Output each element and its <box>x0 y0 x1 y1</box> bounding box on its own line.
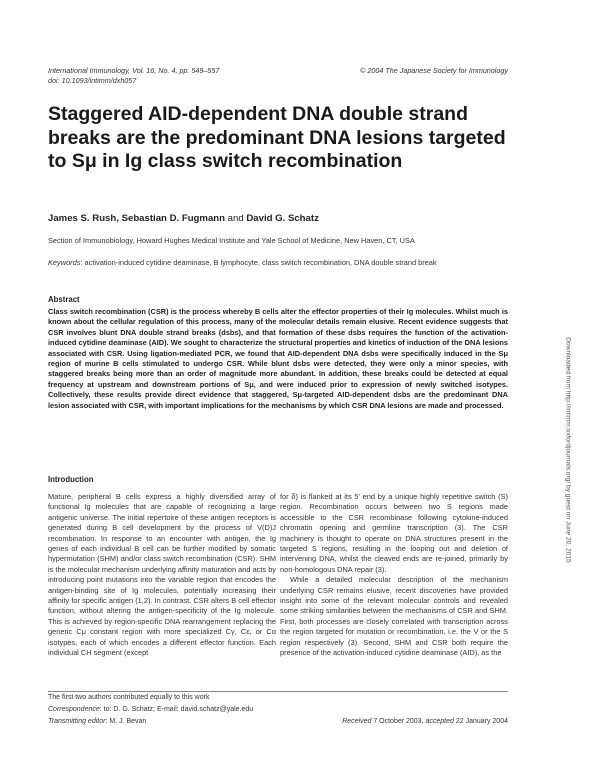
keywords-text: : activation-induced cytidine deaminase, B lymphocyte, class switch recombination, DNA double strand break <box>80 258 437 267</box>
affiliation: Section of Immunobiology, Howard Hughes Medical Institute and Yale School of Medicine, New Haven, CT, USA <box>48 236 415 245</box>
editor-text: : M. J. Bevan <box>105 718 147 725</box>
authors-conjunction: and <box>227 213 244 224</box>
intro-paragraph: Mature, peripheral B cells express a highly diversified array of functional Ig molecules that are capable of recognizing a large antigenic universe. The initial repertoire of these antigen receptors is generated during B cell development by the process of V(D)J recombination. In response to an encounter with antigen, the Ig genes of each individual B cell can be further modified by somatic hypermutation (SHM) and/or class switch recombination (CSR). SHM is the molecular mechanism underlying affinity maturation and acts by introducing point mutations into the variable region that encodes the antigen-binding site of Ig molecules, potentially increasing their affinity for specific antigen (1,2). In contrast, CSR alters B cell effector function, without altering the antigen-specificity of the Ig molecule. This is achieved by region-specific DNA rearrangement replacing the generic Cμ constant region with more specialized Cγ, Cε, or Cα isotypes, each of which encodes a different effector function. Each individual CH segment (except <box>48 492 276 658</box>
article-title: Staggered AID-dependent DNA double strand breaks are the predominant DNA lesions targeted to Sμ in Ig class switch recombination <box>48 103 506 172</box>
footnote-correspondence <box>48 706 253 713</box>
introduction-heading: Introduction <box>48 475 94 484</box>
footnote-equal-contribution: The first two authors contributed equally to this work <box>48 694 210 701</box>
intro-paragraph-continued: for δ) is flanked at its 5′ end by a unique highly repetitive switch (S) region. Recombination occurs between two S regions made accessible to the CSR recombinase following cytokine-induced chromatin opening and germline transcription (3). The CSR machinery is thought to operate on DNA structures present in the targeted S regions, resulting in the looping out and deletion of intervening DNA, whilst the cleaved ends are re-joined, primarily by non-homologous DNA repair (3). <box>280 492 508 574</box>
authors-last: David G. Schatz <box>246 213 319 224</box>
doi[interactable]: doi: 10.1093/intimm/dxh057 <box>48 76 137 85</box>
journal-citation: International Immunology, Vol. 16, No. 4, pp. 549–557 <box>48 66 220 75</box>
received-accepted-dates <box>342 718 508 725</box>
editor-label: Transmitting editor <box>48 718 106 725</box>
intro-paragraph-2: While a detailed molecular description of the mechanism underlying CSR remains elusive, recent discoveries have provided insight into some of the relevant molecular controls and revealed some striking similarities between the mechanisms of CSR and SHM. First, both processes are closely correlated with transcription across the region targeted for mutation or recombination, i.e. the V or the S region respectively (3). Second, SHM and CSR both require the presence of the activation-induced cytidine deaminase (AID), as the <box>280 575 508 658</box>
keywords-label: Keywords <box>48 258 81 267</box>
accepted-date: 22 January 2004 <box>453 718 508 725</box>
correspondence-text[interactable]: : to: D. G. Schatz; E-mail: david.schatz@yale.edu <box>99 706 254 713</box>
keywords <box>48 258 468 268</box>
authors-lead: James S. Rush, Sebastian D. Fugmann <box>48 213 225 224</box>
download-notice-sidebar[interactable] <box>562 270 574 630</box>
received-label: Received <box>342 718 372 725</box>
abstract-heading: Abstract <box>48 295 80 304</box>
correspondence-label: Correspondence <box>48 706 100 713</box>
abstract-text: Class switch recombination (CSR) is the process whereby B cells alter the effector properties of their Ig molecules. Whilst much is known about the cellular regulation of this process, many of the molecular details remain elusive. Recent evidence suggests that CSR involves blunt DNA double strand breaks (dsbs), and that formation of these dsbs requires the function of the activation-induced cytidine deaminase (AID). We sought to characterize the structural properties and kinetics of induction of the DNA lesions associated with CSR. Using ligation-mediated PCR, we found that AID-dependent DNA dsbs were specifically induced in the Sμ region of murine B cells stimulated to undergo CSR. While blunt dsbs were detected, they were only a minor species, with staggered breaks being more than an order of magnitude more abundant. In addition, these breaks could be detected at equal frequency at upstream and downstream portions of Sμ, and were induced prior to expression of newly switched isotypes. Collectively, these results provide direct evidence that staggered, Sμ-targeted AID-dependent dsbs are the predominant DNA lesion associated with CSR, with important implications for the mechanisms by which CSR DNA lesions are made and processed. <box>48 307 508 410</box>
body-column-left <box>48 492 276 659</box>
author-list <box>48 213 319 224</box>
body-column-right <box>280 492 508 659</box>
copyright-notice: © 2004 The Japanese Society for Immunology <box>360 66 508 75</box>
accepted-label: accepted <box>425 718 454 725</box>
received-date: 7 October 2003, <box>371 718 426 725</box>
download-notice-text[interactable]: Downloaded from http://intimm.oxfordjournals.org/ by guest on June 20, 2015 <box>564 337 572 563</box>
footnote-editor <box>48 718 146 725</box>
footnote-divider <box>48 691 508 692</box>
